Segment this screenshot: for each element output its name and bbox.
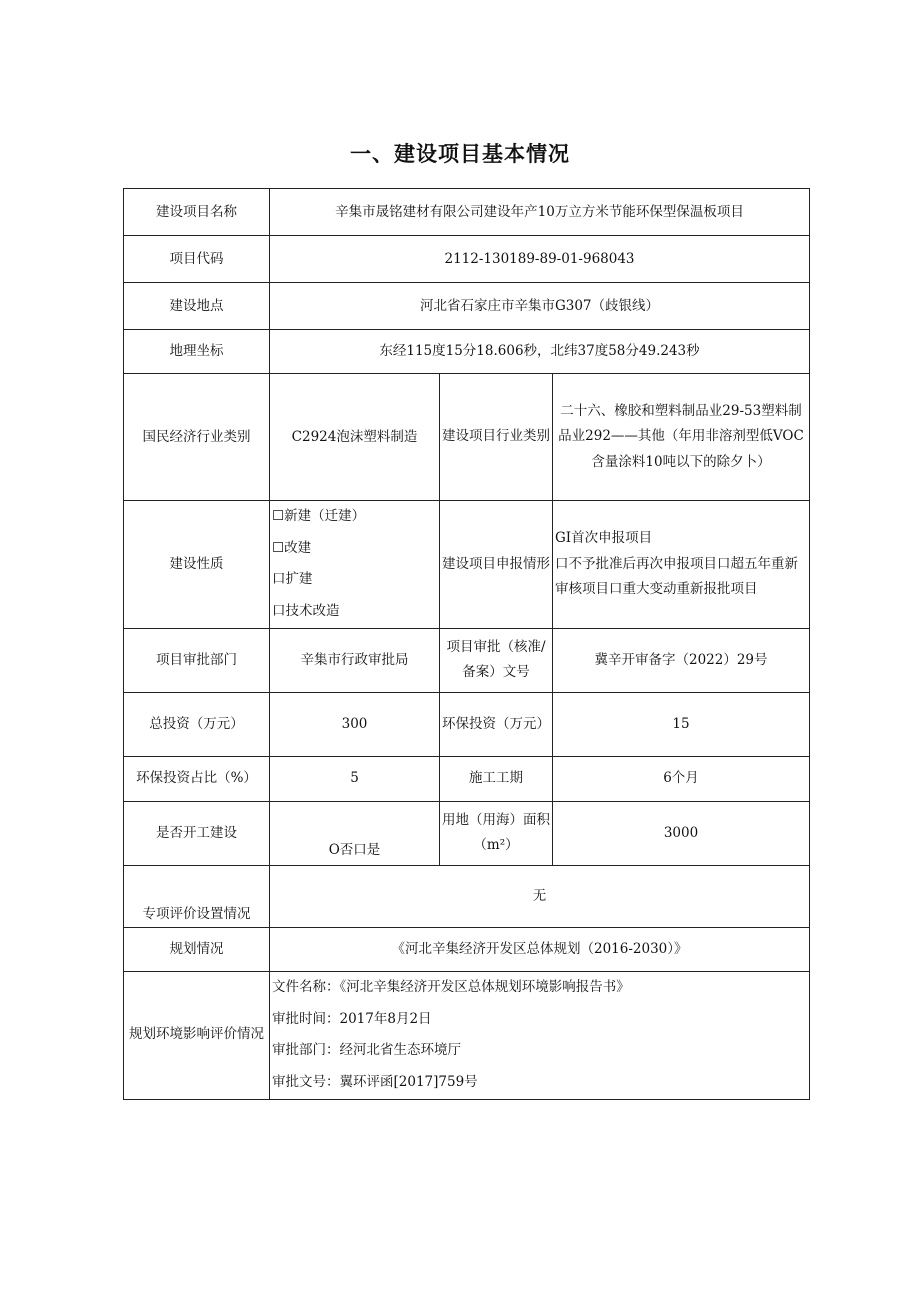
label-eia: 规划环境影响评价情况 [124, 971, 270, 1099]
label-industry-category: 建设项目行业类别 [440, 374, 553, 501]
value-env-investment: 15 [553, 692, 810, 756]
table-row [124, 756, 810, 801]
value-land-area: 3000 [553, 801, 810, 865]
nature-options [270, 501, 440, 629]
table-row [124, 236, 810, 283]
label-project-name: 建设项目名称 [124, 189, 270, 236]
value-approval-dept: 辛集市行政审批局 [270, 628, 440, 692]
label-total-investment: 总投资（万元） [124, 692, 270, 756]
label-started: 是否开工建设 [124, 801, 270, 865]
label-nature: 建设性质 [124, 501, 270, 629]
declaration-options [553, 501, 810, 629]
value-approval-number: 冀辛开审备字（2022）29号 [553, 628, 810, 692]
table-row [124, 501, 810, 629]
value-project-code: 2112-130189-89-01-968043 [270, 236, 810, 283]
value-env-ratio: 5 [270, 756, 440, 801]
option-tech-renovation[interactable]: 口技术改造 [272, 603, 340, 620]
table-row [124, 283, 810, 330]
eia-approval-number: 审批文号：翼环评函[2017]759号 [272, 1074, 478, 1091]
value-industry: C2924泡沫塑料制造 [270, 374, 440, 501]
value-total-investment: 300 [270, 692, 440, 756]
value-industry-category: 二十六、橡胶和塑料制品业29-53塑料制品业292——其他（年用非溶剂型低VOC含量涂料10吨以下的除夕卜） [553, 374, 810, 501]
page-title: 一、建设项目基本情况 [350, 142, 570, 166]
table-row [124, 628, 810, 692]
label-industry: 国民经济行业类别 [124, 374, 270, 501]
table-row [124, 374, 810, 501]
value-construction-period: 6个月 [553, 756, 810, 801]
label-declaration: 建设项目申报情形 [440, 501, 553, 629]
table-row [124, 971, 810, 1099]
value-started[interactable]: O否口是 [270, 801, 440, 865]
label-construction-period: 施工工期 [440, 756, 553, 801]
table-row [124, 927, 810, 971]
option-rebuild[interactable]: ☐改建 [272, 539, 312, 556]
value-coordinates: 东经115度15分18.606秒，北纬37度58分49.243秒 [270, 330, 810, 374]
label-planning: 规划情况 [124, 927, 270, 971]
project-info-table [123, 188, 810, 1100]
label-location: 建设地点 [124, 283, 270, 330]
table-row [124, 801, 810, 865]
value-planning: 《河北辛集经济开发区总体规划（2016-2030）》 [270, 927, 810, 971]
option-first-declaration[interactable]: GI首次申报项目 [555, 529, 653, 546]
label-land-area: 用地（用海）面积（m²） [440, 801, 553, 865]
label-approval-dept: 项目审批部门 [124, 628, 270, 692]
table-row [124, 189, 810, 236]
label-env-ratio: 环保投资占比（%） [124, 756, 270, 801]
value-special-evaluation: 无 [270, 865, 810, 927]
value-location: 河北省石家庄市辛集市G307（歧银线） [270, 283, 810, 330]
eia-approval-dept: 审批部门：经河北省生态环境厅 [272, 1042, 461, 1059]
table-row [124, 692, 810, 756]
label-approval-number: 项目审批（核准/备案）文号 [440, 628, 553, 692]
eia-document-name: 文件名称：《河北辛集经济开发区总体规划环境影响报告书》 [272, 978, 630, 995]
label-project-code: 项目代码 [124, 236, 270, 283]
option-expand[interactable]: 口扩建 [272, 571, 313, 588]
option-other-declarations[interactable]: 口不予批准后再次申报项目口超五年重新审核项目口重大变动重新报批项目 [555, 555, 798, 598]
label-env-investment: 环保投资（万元） [440, 692, 553, 756]
option-new[interactable]: ☐新建（迁建） [272, 508, 366, 524]
value-project-name: 辛集市晟铭建材有限公司建设年产10万立方米节能环保型保温板项目 [270, 189, 810, 236]
eia-details [270, 971, 810, 1099]
eia-approval-date: 审批时间：2017年8月2日 [272, 1010, 432, 1027]
table-row [124, 330, 810, 374]
table-row [124, 865, 810, 927]
label-coordinates: 地理坐标 [124, 330, 270, 374]
label-special-evaluation: 专项评价设置情况 [124, 865, 270, 927]
